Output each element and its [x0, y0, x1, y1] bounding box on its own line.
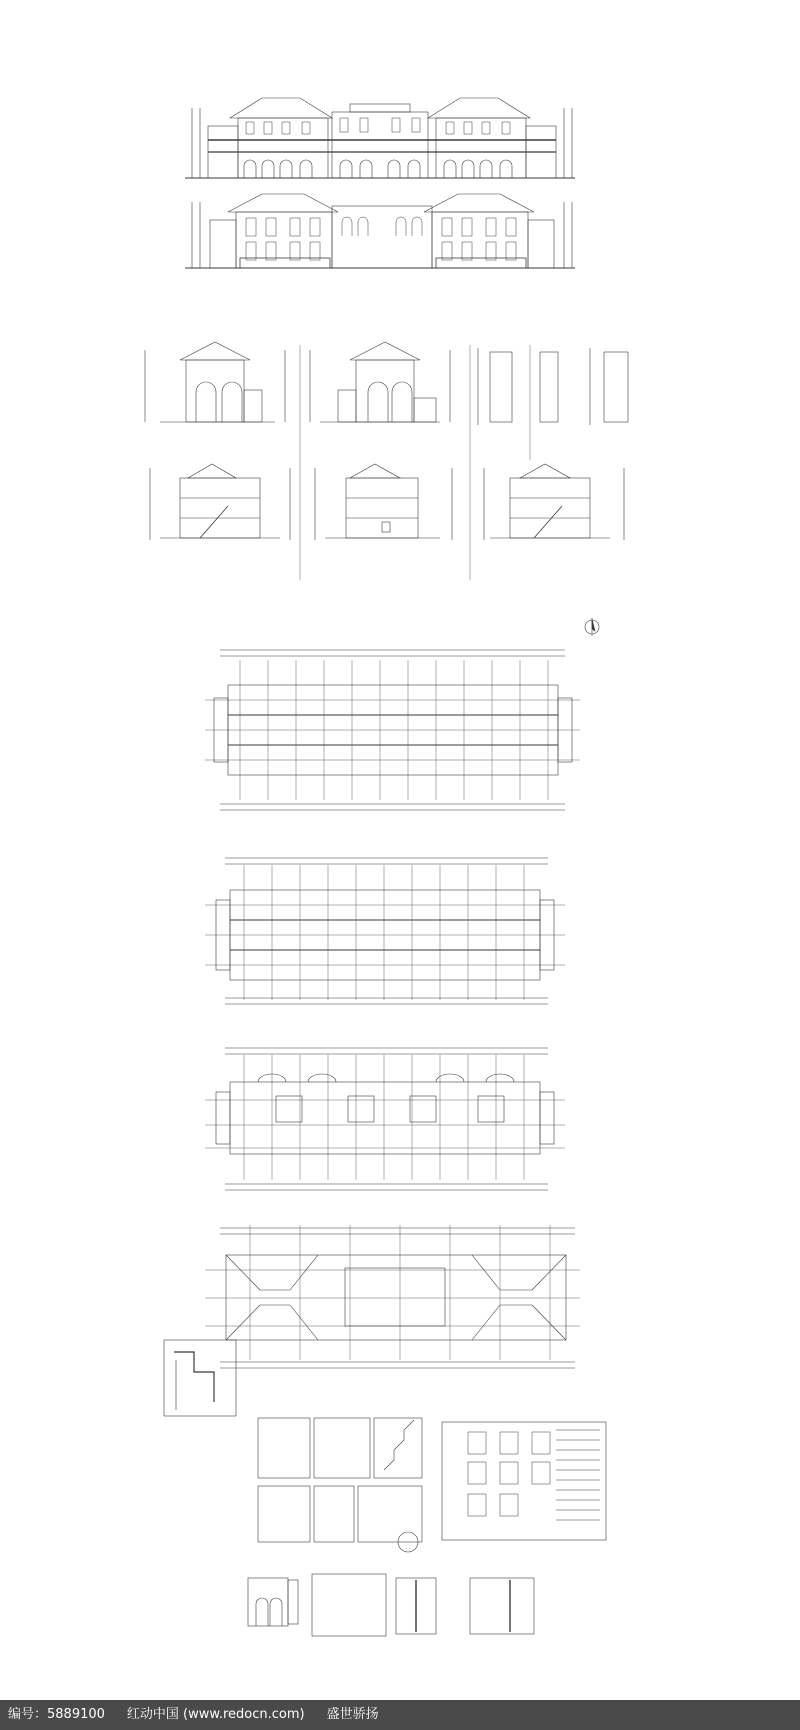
bottom-details	[248, 1574, 534, 1636]
stair-and-window-details	[258, 1418, 606, 1552]
floor-plan-ground	[205, 650, 580, 810]
north-arrow-icon	[585, 618, 599, 636]
floor-plan-third	[205, 1048, 565, 1190]
site-credit-link[interactable]: 红动中国 (www.redocn.com)	[126, 1707, 305, 1722]
building-sections	[150, 460, 624, 580]
rear-elevation	[185, 194, 575, 268]
floor-plan-second	[205, 858, 565, 1004]
image-id-label: 编号：5889100	[8, 1707, 105, 1722]
side-elevations	[145, 342, 628, 460]
roof-plan	[164, 1225, 580, 1416]
author-label: 盛世骄扬	[326, 1707, 379, 1722]
front-elevation-top	[185, 98, 575, 178]
watermark-footer	[0, 1700, 800, 1730]
